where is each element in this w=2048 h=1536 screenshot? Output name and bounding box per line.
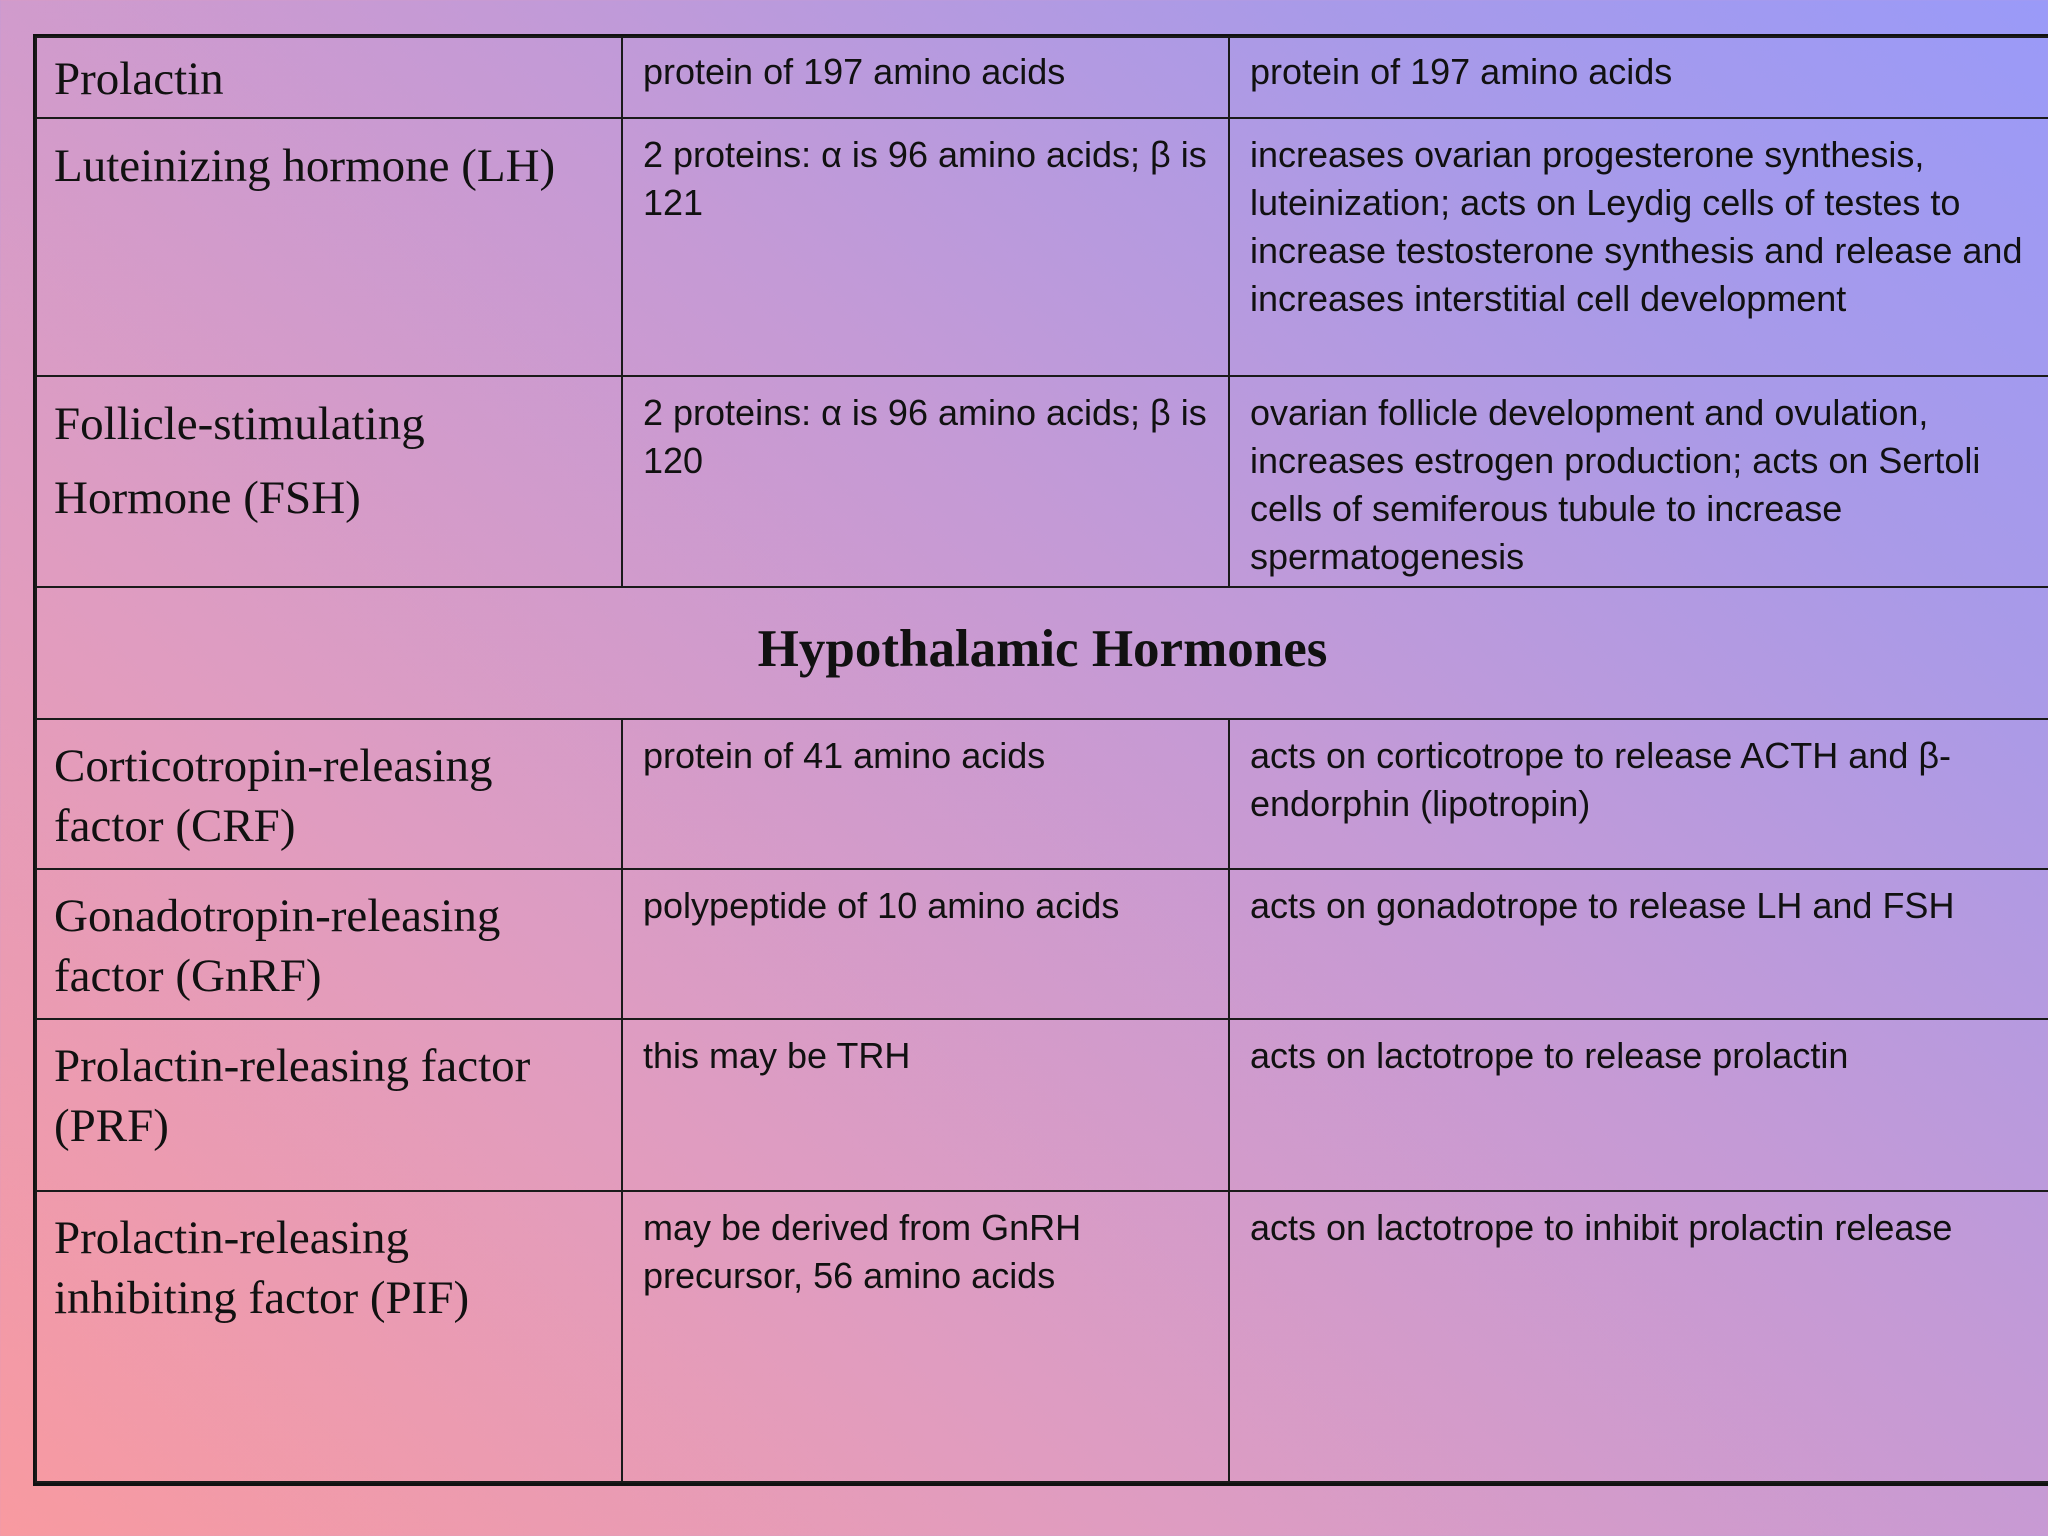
hormone-structure: this may be TRH: [622, 1019, 1229, 1191]
hormone-name: Prolactin-releasing inhibiting factor (PIF): [36, 1191, 622, 1482]
table-row: [36, 1191, 2048, 1482]
hormone-action: acts on corticotrope to release ACTH and β-endorphin (lipotropin): [1229, 719, 2048, 869]
hormone-name: Prolactin-releasing factor (PRF): [36, 1019, 622, 1191]
table-row: [36, 719, 2048, 869]
hormone-structure: protein of 41 amino acids: [622, 719, 1229, 869]
table-row: [36, 869, 2048, 1019]
hormone-structure: 2 proteins: α is 96 amino acids; β is 121: [622, 118, 1229, 376]
hormone-action: increases ovarian progesterone synthesis, luteinization; acts on Leydig cells of testes to increase testosterone synthesis and release and increases interstitial cell development: [1229, 118, 2048, 376]
hormone-name: Prolactin: [36, 37, 622, 118]
hormone-name: Follicle-stimulating Hormone (FSH): [36, 376, 622, 587]
hormone-table: [35, 36, 2048, 1483]
section-title: Hypothalamic Hormones: [36, 587, 2048, 719]
hormone-action: acts on lactotrope to inhibit prolactin release: [1229, 1191, 2048, 1482]
hormone-structure: polypeptide of 10 amino acids: [622, 869, 1229, 1019]
table-row: [36, 1019, 2048, 1191]
table-row: [36, 37, 2048, 118]
hormone-action: acts on lactotrope to release prolactin: [1229, 1019, 2048, 1191]
hormone-name: Corticotropin-releasing factor (CRF): [36, 719, 622, 869]
hormone-action: protein of 197 amino acids: [1229, 37, 2048, 118]
hormone-name: Gonadotropin-releasing factor (GnRF): [36, 869, 622, 1019]
hormone-structure: protein of 197 amino acids: [622, 37, 1229, 118]
hormone-action: acts on gonadotrope to release LH and FSH: [1229, 869, 2048, 1019]
table-row: [36, 118, 2048, 376]
hormone-structure: 2 proteins: α is 96 amino acids; β is 120: [622, 376, 1229, 587]
hormone-structure: may be derived from GnRH precursor, 56 amino acids: [622, 1191, 1229, 1482]
section-header-row: [36, 587, 2048, 719]
hormone-action: ovarian follicle development and ovulation, increases estrogen production; acts on Sertoli cells of semiferous tubule to increase spermatogenesis: [1229, 376, 2048, 587]
hormone-name: Luteinizing hormone (LH): [36, 118, 622, 376]
table-row: [36, 376, 2048, 587]
